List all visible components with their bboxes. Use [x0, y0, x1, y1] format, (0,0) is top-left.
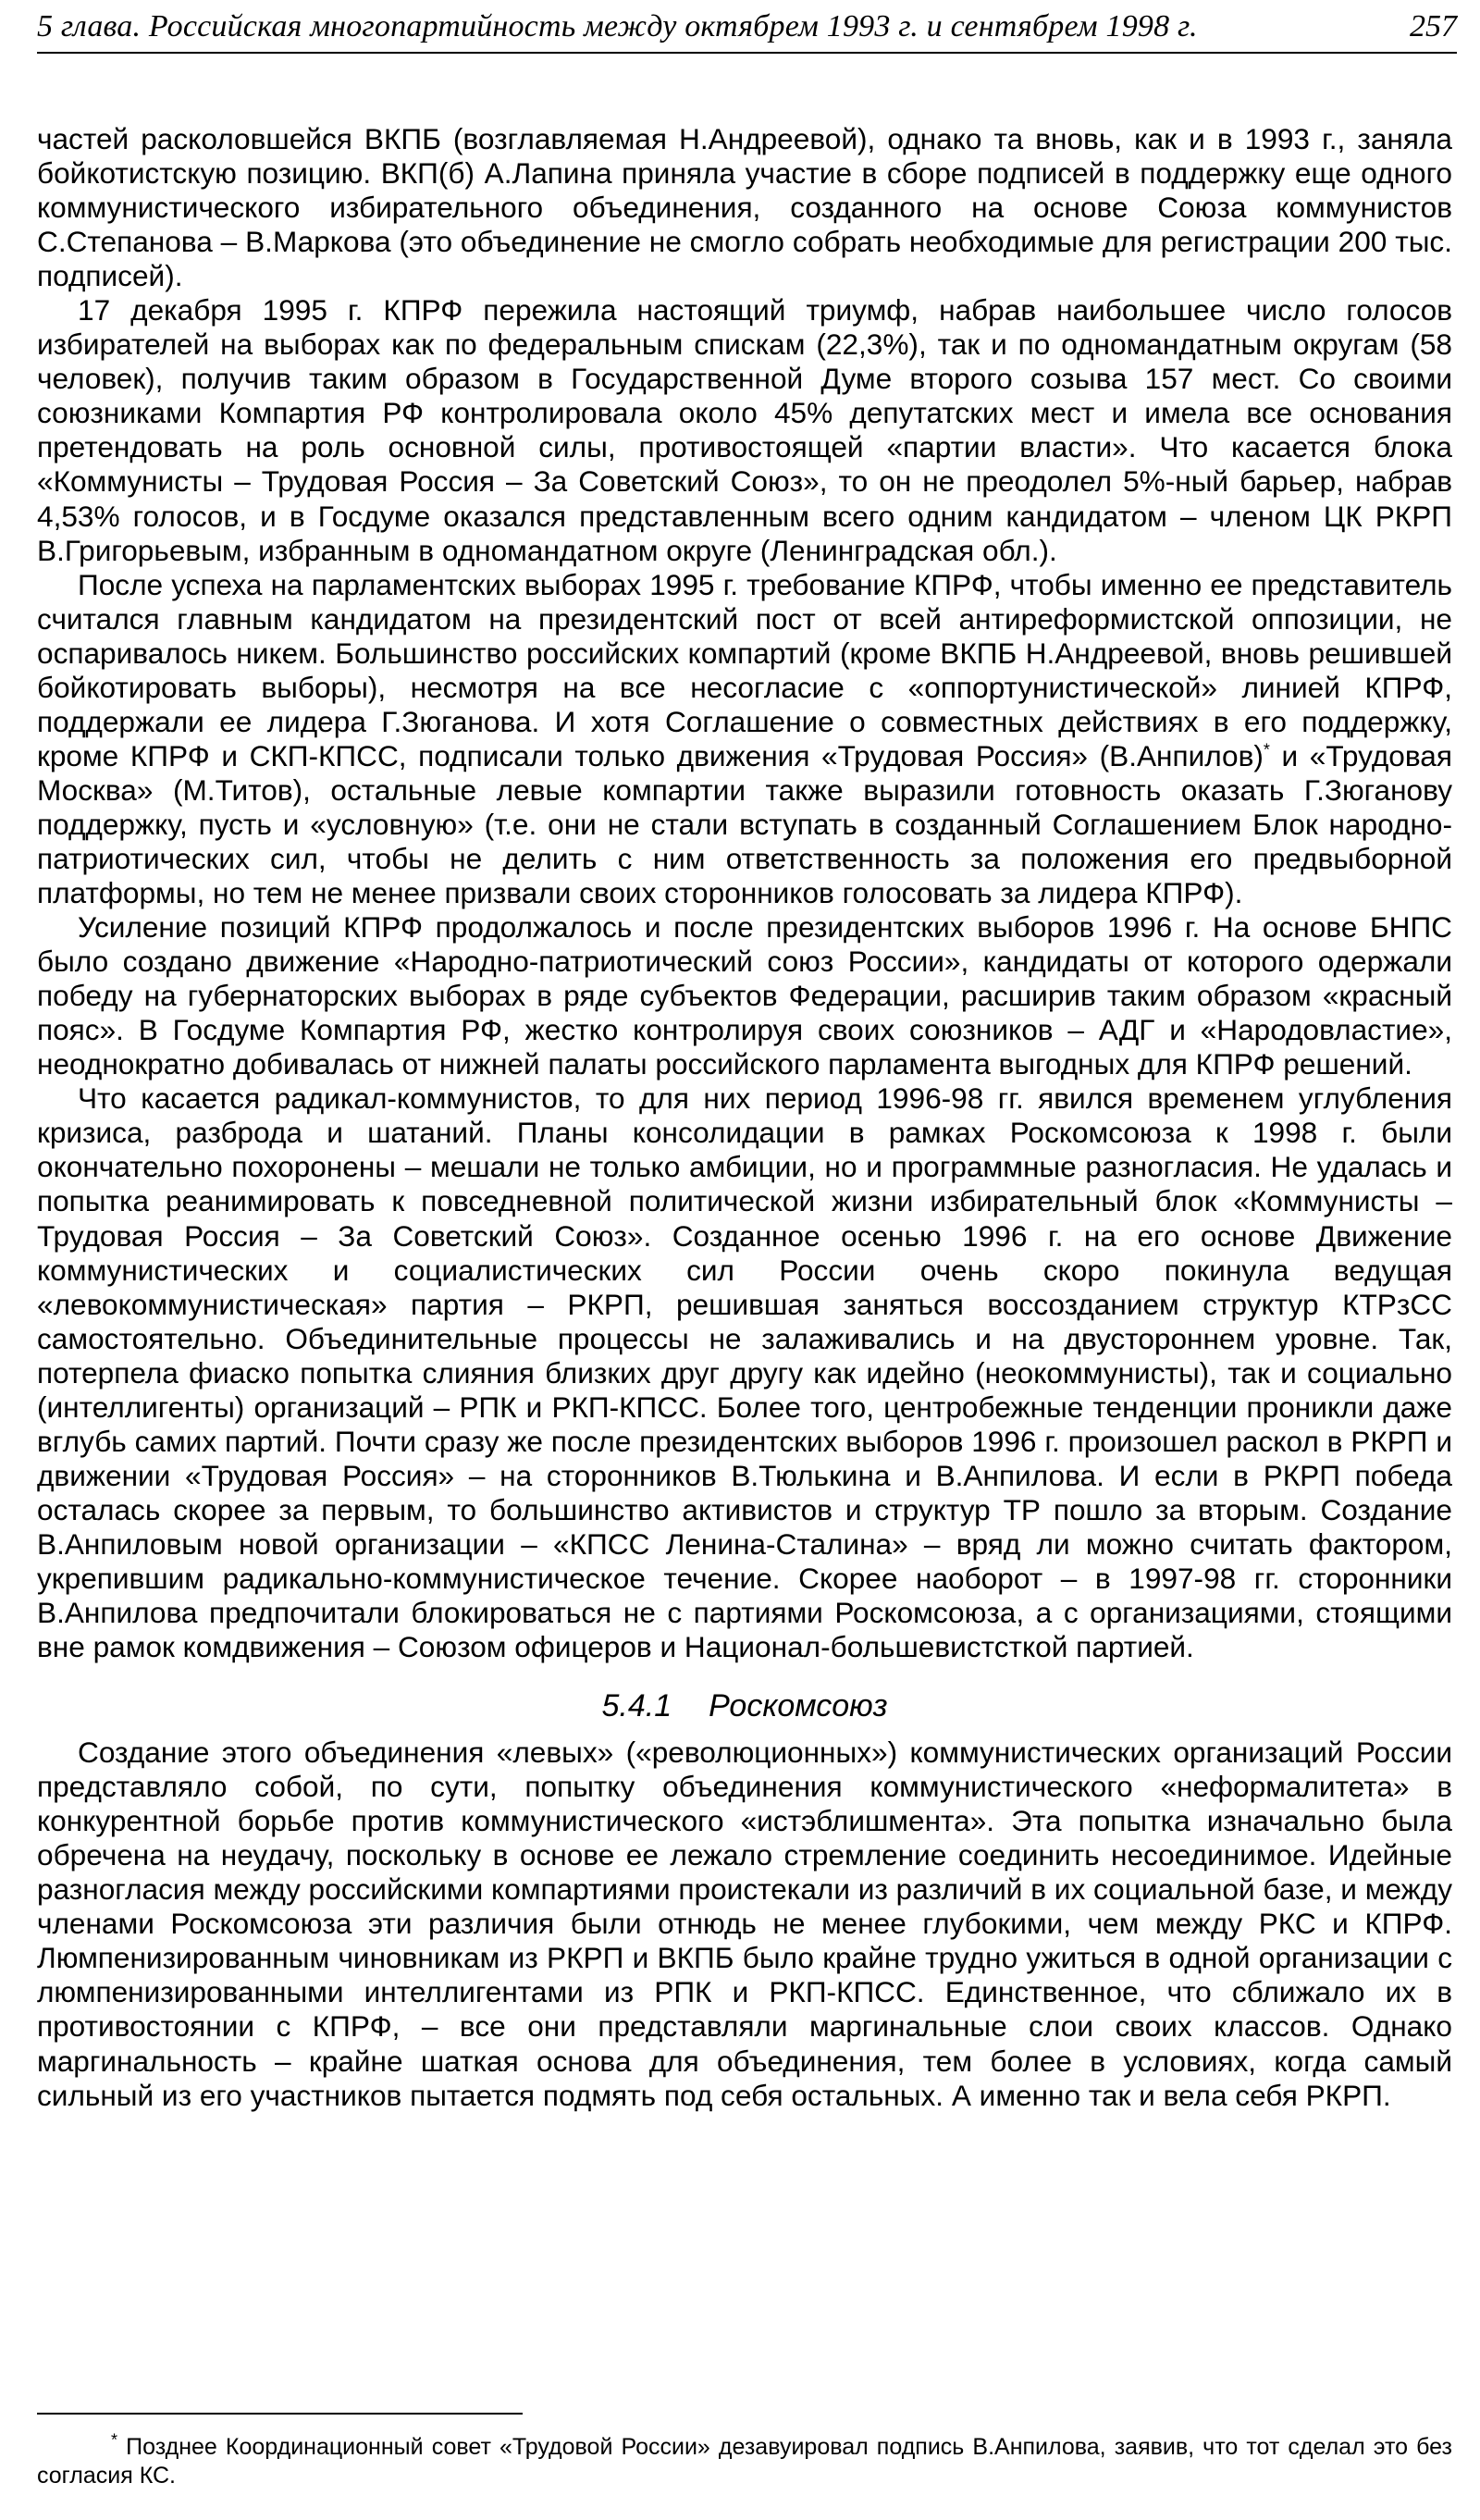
footnote-divider: [37, 2413, 523, 2415]
paragraph: Усиление позиций КПРФ продолжалось и после президентских выборов 1996 г. На основе БНПС было создано движение «Народно-патриотический союз России», кандидаты от которого одержали победу на губернаторских выборах в ряде субъектов Федерации, расширив таким образом «красный пояс». В Госдуме Компартия РФ, жестко контролируя своих союзников – АДГ и «Народовластие», неоднократно добивалась от нижней палаты российского парламента выгодных для КПРФ решений.: [37, 910, 1452, 1081]
footnote-marker: *: [111, 2430, 118, 2450]
section-heading: [37, 1687, 1452, 1724]
paragraph: Создание этого объединения «левых» («революционных») коммунистических организаций России представляло собой, по сути, попытку объединения коммунистического «неформалитета» в конкурентной борьбе против коммунистического «истэблишмента». Эта попытка изначально была обречена на неудачу, поскольку в основе ее лежало стремление соединить несоединимое. Идейные разногласия между российскими компартиями проистекали из различий в их социальной базе, и между членами Роскомсоюза эти различия были отнюдь не менее глубокими, чем между РКС и КПРФ. Люмпенизированным чиновникам из РКРП и ВКПБ было крайне трудно ужиться в одной организации с люмпенизированными интеллигентами из РПК и РКП-КПСС. Единственное, что сближало их в противостоянии с КПРФ, – все они представляли маргинальные слои своих классов. Однако маргинальность – крайне шаткая основа для объединения, тем более в условиях, когда самый сильный из его участников пытается подмять под себя остальных. А именно так и вела себя РКРП.: [37, 1736, 1452, 2112]
paragraph: [37, 568, 1452, 910]
section-number: 5.4.1: [601, 1688, 672, 1724]
paragraph-text: и «Трудовая Москва» (М.Титов), остальные левые компартии также выразили готовность оказать Г.Зюганову поддержку, пусть и «условную» (т.е. они не стали вступать в созданный Соглашением Блок народно-патриотических сил, чтобы не делить с ним ответственность за положения его предвыборной платформы, но тем не менее призвали своих сторонников голосовать за лидера КПРФ).: [37, 738, 1452, 910]
footnote-text: Позднее Координационный совет «Трудовой России» дезавуировал подпись В.Анпилова, заявив, что тот сделал это без согласия КС.: [37, 2434, 1452, 2489]
paragraph-text: После успеха на парламентских выборах 1995 г. требование КПРФ, чтобы именно ее представитель считался главным кандидатом на президентский пост от всей антиреформистской оппозиции, не оспаривалось никем. Большинство российских компартий (кроме ВКПБ Н.Андреевой, вновь решившей бойкотировать выборы), несмотря на все несогласие с «оппортунистической» линией КПРФ, поддержали ее лидера Г.Зюганова. И хотя Соглашение о совместных действиях в его поддержку, кроме КПРФ и СКП-КПСС, подписали только движения «Трудовая Россия» (В.Анпилов): [37, 567, 1452, 772]
footnote-reference: *: [1263, 740, 1270, 760]
paragraph: 17 декабря 1995 г. КПРФ пережила настоящий триумф, набрав наибольшее число голосов избирателей на выборах как по федеральным спискам (22,3%), так и по одномандатным округам (58 человек), получив таким образом в Государственной Думе второго созыва 157 мест. Со своими союзниками Компартия РФ контролировала около 45% депутатских мест и имела все основания претендовать на роль основной силы, противостоящей «партии власти». Что касается блока «Коммунисты – Трудовая Россия – За Советский Союз», то он не преодолел 5%-ный барьер, набрав 4,53% голосов, и в Госдуме оказался представленным всего одним кандидатом – членом ЦК РКРП В.Григорьевым, избранным в одномандатном округе (Ленинградская обл.).: [37, 293, 1452, 567]
section-title: Роскомсоюз: [709, 1688, 888, 1724]
page-number: 257: [1410, 9, 1457, 43]
paragraph: частей расколовшейся ВКПБ (возглавляемая Н.Андреевой), однако та вновь, как и в 1993 г., заняла бойкотистскую позицию. ВКП(б) А.Лапина приняла участие в сборе подписей в поддержку еще одного коммунистического избирательного объединения, созданного на основе Союза коммунистов С.Степанова – В.Маркова (это объединение не смогло собрать необходимые для регистрации 200 тыс. подписей).: [37, 122, 1452, 293]
running-header: [37, 6, 1457, 54]
body-text: [37, 122, 1452, 2113]
footnote: [37, 2430, 1452, 2490]
chapter-title: 5 глава. Российская многопартийность между октябрем 1993 г. и сентябрем 1998 г.: [37, 9, 1198, 43]
paragraph: Что касается радикал-коммунистов, то для них период 1996-98 гг. явился временем углубления кризиса, разброда и шатаний. Планы консолидации в рамках Роскомсоюза к 1998 г. были окончательно похоронены – мешали не только амбиции, но и программные разногласия. Не удалась и попытка реанимировать к повседневной политической жизни избирательный блок «Коммунисты – Трудовая Россия – За Советский Союз». Созданное осенью 1996 г. на его основе Движение коммунистических и социалистических сил России очень скоро покинула ведущая «левокоммунистическая» партия – РКРП, решившая заняться воссозданием структур КТРзСС самостоятельно. Объединительные процессы не залаживались и на двустороннем уровне. Так, потерпела фиаско попытка слияния близких друг другу как идейно (неокоммунисты), так и социально (интеллигенты) организаций – РПК и РКП-КПСС. Более того, центробежные тенденции проникли даже вглубь самих партий. Почти сразу же после президентских выборов 1996 г. произошел раскол в РКРП и движении «Трудовая Россия» – на сторонников В.Тюлькина и В.Анпилова. И если в РКРП победа осталась скорее за первым, то большинство активистов и структур ТР пошло за вторым. Создание В.Анпиловым новой организации – «КПСС Ленина-Сталина» – вряд ли можно считать фактором, укрепившим радикально-коммунистическое течение. Скорее наоборот – в 1997-98 гг. сторонники В.Анпилова предпочитали блокироваться не с партиями Роскомсоюза, а с организациями, стоящими вне рамок комдвижения – Союзом офицеров и Национал-большевистсткой партией.: [37, 1081, 1452, 1664]
